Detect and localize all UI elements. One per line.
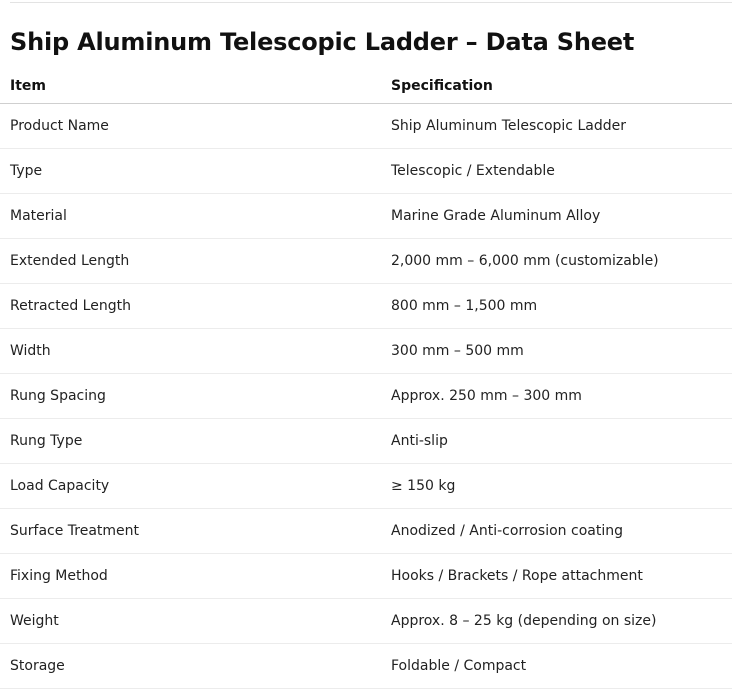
row-spec: Anodized / Anti-corrosion coating <box>391 509 732 554</box>
row-item: Storage <box>0 644 391 689</box>
row-spec: Anti-slip <box>391 419 732 464</box>
table-row <box>0 509 732 554</box>
row-spec: 2,000 mm – 6,000 mm (customizable) <box>391 239 732 284</box>
row-item: Material <box>0 194 391 239</box>
top-divider <box>10 2 732 3</box>
row-item: Rung Type <box>0 419 391 464</box>
row-spec: Ship Aluminum Telescopic Ladder <box>391 104 732 149</box>
row-item: Retracted Length <box>0 284 391 329</box>
table-row <box>0 104 732 149</box>
row-item: Product Name <box>0 104 391 149</box>
row-item: Width <box>0 329 391 374</box>
table-row <box>0 149 732 194</box>
page-title: Ship Aluminum Telescopic Ladder – Data Sheet <box>10 28 635 56</box>
row-item: Surface Treatment <box>0 509 391 554</box>
row-item: Rung Spacing <box>0 374 391 419</box>
table-row <box>0 239 732 284</box>
row-spec: Approx. 250 mm – 300 mm <box>391 374 732 419</box>
row-item: Load Capacity <box>0 464 391 509</box>
header-item: Item <box>0 69 391 104</box>
table-row <box>0 329 732 374</box>
table-row <box>0 554 732 599</box>
row-spec: 800 mm – 1,500 mm <box>391 284 732 329</box>
table-row <box>0 284 732 329</box>
spec-table <box>0 69 732 689</box>
table-row <box>0 194 732 239</box>
row-spec: Telescopic / Extendable <box>391 149 732 194</box>
header-specification: Specification <box>391 69 732 104</box>
row-spec: ≥ 150 kg <box>391 464 732 509</box>
table-header-row <box>0 69 732 104</box>
table-row <box>0 644 732 689</box>
table-row <box>0 374 732 419</box>
table-row <box>0 599 732 644</box>
row-item: Weight <box>0 599 391 644</box>
row-item: Fixing Method <box>0 554 391 599</box>
row-item: Type <box>0 149 391 194</box>
table-row <box>0 464 732 509</box>
row-spec: 300 mm – 500 mm <box>391 329 732 374</box>
row-spec: Approx. 8 – 25 kg (depending on size) <box>391 599 732 644</box>
row-spec: Hooks / Brackets / Rope attachment <box>391 554 732 599</box>
row-spec: Marine Grade Aluminum Alloy <box>391 194 732 239</box>
row-item: Extended Length <box>0 239 391 284</box>
row-spec: Foldable / Compact <box>391 644 732 689</box>
table-row <box>0 419 732 464</box>
